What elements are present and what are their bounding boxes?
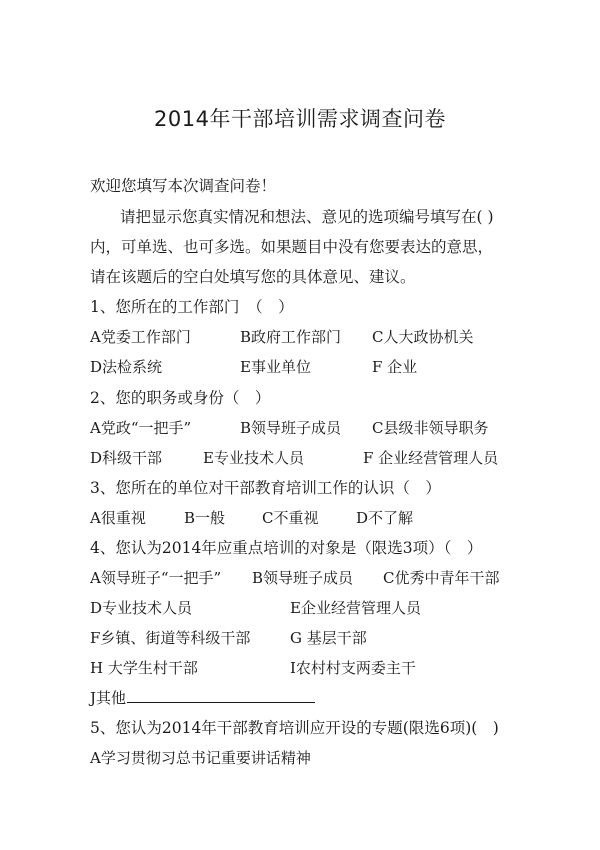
intro-greeting: 欢迎您填写本次调查问卷！ (90, 177, 277, 195)
question-2: 2、您的职务或身份（ ） (90, 389, 271, 407)
q4-option-h: H 大学生村干部 (90, 659, 198, 677)
page-title: 2014年干部培训需求调查问卷 (154, 107, 446, 131)
q4-option-f: F乡镇、街道等科级干部 (90, 629, 251, 647)
q2-option-b: B领导班子成员 (240, 419, 342, 437)
q4-option-b: B领导班子成员 (252, 569, 354, 587)
q4-option-i: I农村村支两委主干 (290, 659, 416, 677)
q2-option-a: A党政“一把手” (90, 419, 192, 437)
question-3: 3、您所在的单位对干部教育培训工作的认识（ ） (90, 479, 441, 497)
q1-option-b: B政府工作部门 (240, 328, 342, 346)
q1-option-a: A党委工作部门 (90, 328, 191, 346)
q2-option-d: D科级干部 (90, 449, 163, 467)
q4-option-e: E企业经营管理人员 (290, 599, 421, 617)
q3-option-a: A很重视 (90, 509, 146, 527)
q1-option-c: C人大政协机关 (372, 328, 474, 346)
question-5: 5、您认为2014年干部教育培训应开设的专题(限选6项)( ) (90, 719, 499, 737)
q4-option-j (90, 688, 315, 708)
q4-option-a: A领导班子“一把手” (90, 569, 222, 587)
question-1: 1、您所在的工作部门 （ ） (90, 298, 294, 316)
q2-option-e: E专业技术人员 (203, 449, 304, 467)
q2-option-c: C县级非领导职务 (372, 419, 489, 437)
q5-option-a: A学习贯彻习总书记重要讲话精神 (90, 749, 311, 767)
q4-option-j-label: J其他 (90, 689, 127, 707)
intro-line-2: 内，可单选、也可多选。如果题目中没有您要表达的意思， (90, 238, 494, 256)
q4-option-c: C优秀中青年干部 (383, 569, 500, 587)
q1-option-e: E事业单位 (240, 358, 311, 376)
q4-option-d: D专业技术人员 (90, 599, 193, 617)
q3-option-c: C不重视 (262, 509, 319, 527)
q2-option-f: F 企业经营管理人员 (363, 449, 499, 467)
q3-option-b: B一般 (184, 509, 226, 527)
intro-line-1: 请把显示您真实情况和想法、意见的选项编号填写在( ) (120, 208, 494, 226)
q1-option-d: D法检系统 (90, 358, 163, 376)
q1-option-f: F 企业 (372, 358, 418, 376)
question-4: 4、您认为2014年应重点培训的对象是（限选3项）（ ） (90, 539, 483, 557)
intro-line-3: 请在该题后的空白处填写您的具体意见、建议。 (90, 268, 416, 286)
q4-option-g: G 基层干部 (290, 629, 367, 647)
q3-option-d: D不了解 (356, 509, 414, 527)
q4-other-blank[interactable] (127, 688, 315, 703)
